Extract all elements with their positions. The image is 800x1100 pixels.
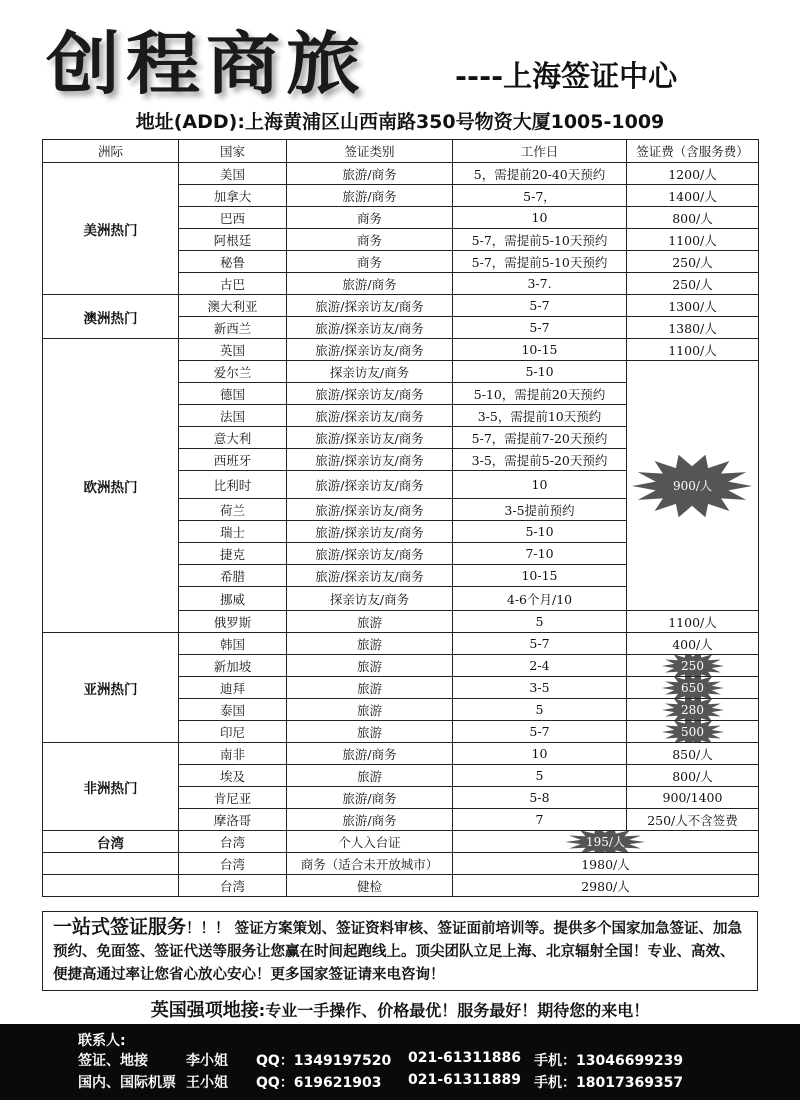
visa-type-cell: 旅游 (287, 721, 453, 743)
visa-type-cell: 旅游/探亲访友/商务 (287, 427, 453, 449)
country-cell: 爱尔兰 (179, 361, 287, 383)
brand-logo-text: 创程商旅 (46, 24, 366, 104)
workdays-cell: 5-7 (453, 633, 627, 655)
visa-type-cell: 旅游 (287, 699, 453, 721)
visa-type-cell: 旅游/探亲访友/商务 (287, 405, 453, 427)
fee-cell (627, 721, 759, 743)
table-header-row (43, 140, 759, 163)
country-cell: 摩洛哥 (179, 809, 287, 831)
visa-type-cell: 商务（适合未开放城市） (287, 853, 453, 875)
workdays-cell: 10 (453, 471, 627, 499)
fee-cell: 400/人 (627, 633, 759, 655)
workdays-cell: 5-7，需提前5-10天预约 (453, 251, 627, 273)
country-cell: 印尼 (179, 721, 287, 743)
address-line: 地址(ADD):上海黄浦区山西南路350号物资大厦1005-1009 (135, 111, 665, 133)
visa-type-cell: 探亲访友/商务 (287, 587, 453, 611)
country-cell: 意大利 (179, 427, 287, 449)
visa-type-cell: 旅游/商务 (287, 809, 453, 831)
country-cell: 巴西 (179, 207, 287, 229)
region-cell: 非洲热门 (43, 743, 179, 831)
fee-cell (627, 699, 759, 721)
workdays-cell: 2-4 (453, 655, 627, 677)
fee-cell: 1100/人 (627, 339, 759, 361)
fee-cell: 850/人 (627, 743, 759, 765)
price-burst-label: 650 (681, 681, 704, 695)
visa-type-cell: 商务 (287, 207, 453, 229)
visa-type-cell: 旅游/商务 (287, 787, 453, 809)
workdays-cell: 7 (453, 809, 627, 831)
workdays-cell: 5-7，需提前7-20天预约 (453, 427, 627, 449)
fee-cell: 1980/人 (453, 853, 759, 875)
fee-cell: 250/人 (627, 273, 759, 295)
workdays-cell: 5-10 (453, 361, 627, 383)
table-row (43, 295, 759, 317)
service-text: ！！！ 签证方案策划、签证资料审核、签证面前培训等。提供多个国家加急签证、加急预约、免面签、签证代送等服务让您赢在时间起跑线上。顶尖团队立足上海、北京辐射全国！专业、高效、便捷高通过率让您省心放心安心！更多国家签证请来电咨询！ (53, 921, 743, 983)
region-cell: 澳洲热门 (43, 295, 179, 339)
country-cell: 阿根廷 (179, 229, 287, 251)
contact-role: 签证、地接 (78, 1053, 148, 1069)
country-cell: 韩国 (179, 633, 287, 655)
workdays-cell: 5-10 (453, 521, 627, 543)
contact-mobile: 手机：18017369357 (534, 1075, 684, 1091)
visa-type-cell: 旅游/探亲访友/商务 (287, 565, 453, 587)
table-row (43, 339, 759, 361)
table-row (43, 853, 759, 875)
fee-cell (627, 655, 759, 677)
visa-price-table (42, 139, 759, 897)
column-header: 签证类别 (287, 140, 453, 163)
price-burst-label: 280 (681, 703, 704, 717)
country-cell: 希腊 (179, 565, 287, 587)
fee-cell: 900/1400 (627, 787, 759, 809)
fee-cell: 1200/人 (627, 163, 759, 185)
region-cell-empty (43, 853, 179, 875)
country-cell: 古巴 (179, 273, 287, 295)
country-cell: 美国 (179, 163, 287, 185)
workdays-cell: 10 (453, 743, 627, 765)
country-cell: 新西兰 (179, 317, 287, 339)
workdays-cell: 3-5，需提前5-20天预约 (453, 449, 627, 471)
country-cell: 瑞士 (179, 521, 287, 543)
region-cell: 亚洲热门 (43, 633, 179, 743)
uk-text: :专业一手操作、价格最优！服务最好！期待您的来电！ (258, 1001, 650, 1020)
visa-type-cell: 个人入台证 (287, 831, 453, 853)
price-burst (681, 703, 704, 717)
country-cell: 台湾 (179, 875, 287, 897)
country-cell: 台湾 (179, 853, 287, 875)
visa-type-cell: 旅游 (287, 765, 453, 787)
workdays-cell: 3-7. (453, 273, 627, 295)
country-cell: 埃及 (179, 765, 287, 787)
workdays-cell: 10 (453, 207, 627, 229)
service-lead: 一站式签证服务 (53, 916, 187, 938)
country-cell: 澳大利亚 (179, 295, 287, 317)
workdays-cell: 5 (453, 699, 627, 721)
fee-cell: 250/人不含签费 (627, 809, 759, 831)
country-cell: 比利时 (179, 471, 287, 499)
visa-type-cell: 旅游/商务 (287, 743, 453, 765)
visa-type-cell: 商务 (287, 229, 453, 251)
fee-cell: 250/人 (627, 251, 759, 273)
workdays-cell: 5-7，需提前5-10天预约 (453, 229, 627, 251)
country-cell: 俄罗斯 (179, 611, 287, 633)
workdays-cell: 5-7， (453, 185, 627, 207)
visa-type-cell: 旅游/探亲访友/商务 (287, 543, 453, 565)
visa-type-cell: 旅游/探亲访友/商务 (287, 471, 453, 499)
workdays-cell: 5-8 (453, 787, 627, 809)
uk-lead: 英国强项地接 (150, 1000, 259, 1021)
table-row (43, 633, 759, 655)
visa-type-cell: 旅游/商务 (287, 185, 453, 207)
workdays-cell: 3-5，需提前10天预约 (453, 405, 627, 427)
visa-type-cell: 旅游/探亲访友/商务 (287, 339, 453, 361)
contact-phone: 021-61311889 (408, 1072, 521, 1088)
country-cell: 南非 (179, 743, 287, 765)
fee-cell: 1400/人 (627, 185, 759, 207)
workdays-cell: 5-7 (453, 317, 627, 339)
country-cell: 台湾 (179, 831, 287, 853)
column-header: 签证费（含服务费） (627, 140, 759, 163)
visa-type-cell: 旅游/商务 (287, 163, 453, 185)
visa-type-cell: 旅游/探亲访友/商务 (287, 449, 453, 471)
country-cell: 荷兰 (179, 499, 287, 521)
header (0, 0, 800, 142)
price-burst-label: 500 (681, 725, 704, 739)
contact-phone: 021-61311886 (408, 1050, 521, 1066)
fee-cell: 2980/人 (453, 875, 759, 897)
price-burst (586, 833, 625, 850)
workdays-cell: 3-5提前预约 (453, 499, 627, 521)
service-description (42, 911, 758, 991)
price-burst (681, 725, 704, 739)
workdays-cell: 7-10 (453, 543, 627, 565)
table-row (43, 875, 759, 897)
workdays-cell: 3-5 (453, 677, 627, 699)
workdays-cell: 5-7 (453, 295, 627, 317)
region-cell: 台湾 (43, 831, 179, 853)
visa-type-cell: 旅游 (287, 611, 453, 633)
visa-type-cell: 旅游 (287, 633, 453, 655)
column-header: 工作日 (453, 140, 627, 163)
visa-type-cell: 健检 (287, 875, 453, 897)
workdays-cell: 5 (453, 611, 627, 633)
country-cell: 加拿大 (179, 185, 287, 207)
contact-label: 联系人: (78, 1033, 126, 1049)
price-burst (681, 659, 704, 673)
fee-cell: 800/人 (627, 207, 759, 229)
contact-role: 国内、国际机票 (78, 1075, 176, 1091)
price-burst (681, 681, 704, 695)
workdays-cell: 5-7 (453, 721, 627, 743)
country-cell: 德国 (179, 383, 287, 405)
country-cell: 迪拜 (179, 677, 287, 699)
schengen-fee-cell (627, 361, 759, 611)
table-row (43, 831, 759, 853)
contact-mobile: 手机：13046699239 (534, 1053, 684, 1069)
workdays-cell: 10-15 (453, 565, 627, 587)
region-cell: 美洲热门 (43, 163, 179, 295)
visa-type-cell: 探亲访友/商务 (287, 361, 453, 383)
fee-cell (453, 831, 759, 853)
contact-name: 李小姐 (186, 1053, 228, 1069)
fee-cell: 1100/人 (627, 611, 759, 633)
visa-type-cell: 旅游/探亲访友/商务 (287, 383, 453, 405)
visa-type-cell: 旅游/探亲访友/商务 (287, 499, 453, 521)
price-burst-label: 195/人 (586, 835, 625, 849)
visa-type-cell: 旅游/商务 (287, 273, 453, 295)
contact-name: 王小姐 (186, 1075, 228, 1091)
contact-qq: QQ：1349197520 (256, 1053, 392, 1069)
column-header: 国家 (179, 140, 287, 163)
country-cell: 挪威 (179, 587, 287, 611)
country-cell: 法国 (179, 405, 287, 427)
contact-footer (0, 1024, 800, 1100)
workdays-cell: 5-10，需提前20天预约 (453, 383, 627, 405)
workdays-cell: 5，需提前20-40天预约 (453, 163, 627, 185)
fee-cell (627, 677, 759, 699)
country-cell: 捷克 (179, 543, 287, 565)
visa-type-cell: 旅游/探亲访友/商务 (287, 521, 453, 543)
uk-promo-line (0, 996, 800, 1022)
table-row (43, 743, 759, 765)
workdays-cell: 10-15 (453, 339, 627, 361)
visa-type-cell: 商务 (287, 251, 453, 273)
visa-type-cell: 旅游/探亲访友/商务 (287, 295, 453, 317)
contact-qq: QQ：619621903 (256, 1075, 382, 1091)
column-header: 洲际 (43, 140, 179, 163)
workdays-cell: 5 (453, 765, 627, 787)
price-burst-label: 250 (681, 659, 704, 673)
table-row (43, 163, 759, 185)
header-subtitle: ----上海签证中心 (455, 59, 678, 93)
visa-type-cell: 旅游 (287, 655, 453, 677)
fee-cell: 800/人 (627, 765, 759, 787)
country-cell: 肯尼亚 (179, 787, 287, 809)
price-burst (673, 477, 712, 494)
price-burst-label: 900/人 (673, 479, 712, 493)
workdays-cell: 4-6个月/10 (453, 587, 627, 611)
fee-cell: 1300/人 (627, 295, 759, 317)
country-cell: 西班牙 (179, 449, 287, 471)
visa-type-cell: 旅游/探亲访友/商务 (287, 317, 453, 339)
visa-type-cell: 旅游 (287, 677, 453, 699)
fee-cell: 1380/人 (627, 317, 759, 339)
country-cell: 秘鲁 (179, 251, 287, 273)
country-cell: 泰国 (179, 699, 287, 721)
country-cell: 英国 (179, 339, 287, 361)
region-cell: 欧洲热门 (43, 339, 179, 633)
country-cell: 新加坡 (179, 655, 287, 677)
region-cell-empty (43, 875, 179, 897)
fee-cell: 1100/人 (627, 229, 759, 251)
